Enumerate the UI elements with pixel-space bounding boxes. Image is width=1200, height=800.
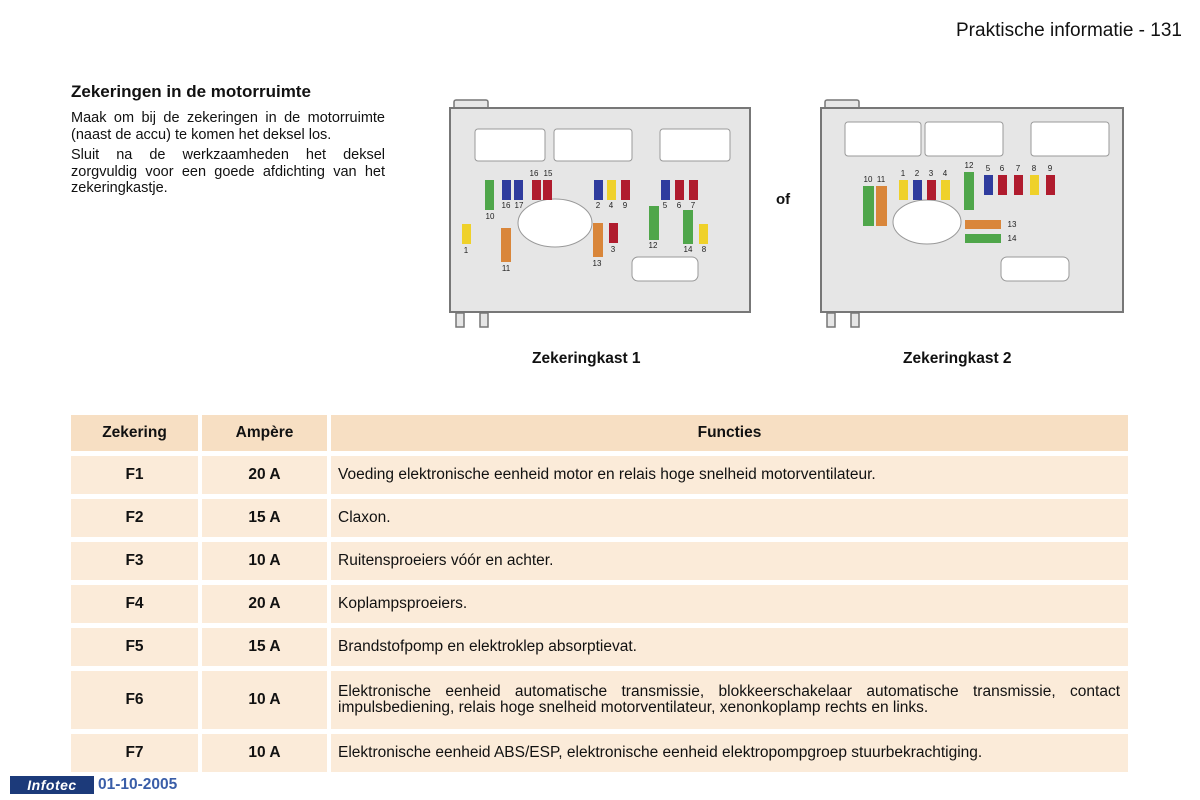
function-cell: Koplampsproeiers. xyxy=(331,585,1128,623)
fuse-1 xyxy=(899,180,908,200)
function-cell: Brandstofpomp en elektroklep absorptievat. xyxy=(331,628,1128,666)
fuse-cell: F3 xyxy=(71,542,198,580)
ampere-cell: 20 A xyxy=(202,456,327,494)
fuse-6 xyxy=(998,175,1007,195)
ampere-cell: 20 A xyxy=(202,585,327,623)
intro-paragraph: Maak om bij de zekeringen in de motorruimte (naast de accu) te komen het deksel los. xyxy=(71,110,385,143)
label-13: 13 xyxy=(1007,220,1017,229)
fuse-5 xyxy=(661,180,670,200)
fuse-11 xyxy=(876,186,887,226)
fuse-cell: F4 xyxy=(71,585,198,623)
label-15: 15 xyxy=(543,169,553,178)
label-16: 16 xyxy=(529,169,539,178)
label-8: 8 xyxy=(701,245,707,254)
relay-slot xyxy=(845,122,921,156)
function-cell: Elektronische eenheid ABS/ESP, elektronische eenheid elektropompgroep stuurbekrachtiging. xyxy=(331,734,1128,772)
foot xyxy=(456,313,464,327)
intro-paragraph: Sluit na de werkzaamheden het deksel zorgvuldig voor een goede afdichting van het zekeringkastje. xyxy=(71,147,385,196)
fuse-box-2-diagram xyxy=(815,98,1127,330)
label-2: 2 xyxy=(595,201,601,210)
label-10: 10 xyxy=(485,212,495,221)
fuse-table xyxy=(67,410,1132,777)
relay-slot xyxy=(1031,122,1109,156)
fuse-8 xyxy=(699,224,708,244)
fuse-15 xyxy=(532,180,541,200)
fuse-10 xyxy=(485,180,494,210)
ampere-cell: 10 A xyxy=(202,542,327,580)
fuse-7 xyxy=(689,180,698,200)
footer-date: 01-10-2005 xyxy=(98,776,178,793)
label-14: 14 xyxy=(683,245,693,254)
label-11: 11 xyxy=(501,264,511,273)
ampere-cell: 10 A xyxy=(202,671,327,729)
fuse-cell: F7 xyxy=(71,734,198,772)
fuse-11 xyxy=(501,228,511,262)
fuse-5 xyxy=(984,175,993,195)
foot xyxy=(851,313,859,327)
table-row xyxy=(71,671,1128,729)
label-12: 12 xyxy=(964,161,974,170)
or-label: of xyxy=(776,191,791,208)
label-6: 6 xyxy=(999,164,1005,173)
cable-hole xyxy=(518,199,592,247)
header-fuse: Zekering xyxy=(71,415,198,451)
relay-slot xyxy=(925,122,1003,156)
fuse-4 xyxy=(941,180,950,200)
ampere-cell: 15 A xyxy=(202,628,327,666)
fuse-7 xyxy=(1014,175,1023,195)
function-cell: Ruitensproeiers vóór en achter. xyxy=(331,542,1128,580)
label-9: 9 xyxy=(1047,164,1053,173)
label-5: 5 xyxy=(985,164,991,173)
label-2: 2 xyxy=(914,169,920,178)
label-12: 12 xyxy=(648,241,658,250)
caption-box-2: Zekeringkast 2 xyxy=(903,350,1012,367)
label-4: 4 xyxy=(942,169,948,178)
relay-slot xyxy=(1001,257,1069,281)
table-row xyxy=(71,628,1128,666)
label-7: 7 xyxy=(1015,164,1021,173)
fuse-12 xyxy=(964,172,974,210)
label-7: 7 xyxy=(690,201,696,210)
fuse-4 xyxy=(607,180,616,200)
fuse-12 xyxy=(649,206,659,240)
label-8: 8 xyxy=(1031,164,1037,173)
caption-box-1: Zekeringkast 1 xyxy=(532,350,641,367)
ampere-cell: 15 A xyxy=(202,499,327,537)
label-6: 6 xyxy=(676,201,682,210)
label-1: 1 xyxy=(463,246,469,255)
table-row xyxy=(71,734,1128,772)
table-row xyxy=(71,542,1128,580)
intro-text xyxy=(71,110,385,201)
label-5: 5 xyxy=(662,201,668,210)
fuse-box-1-diagram xyxy=(444,98,756,330)
function-cell: Claxon. xyxy=(331,499,1128,537)
page-header: Praktische informatie - 131 xyxy=(956,20,1182,41)
fuse-9 xyxy=(621,180,630,200)
relay-slot xyxy=(475,129,545,161)
fuse-cell: F5 xyxy=(71,628,198,666)
fuse-3 xyxy=(927,180,936,200)
label-9: 9 xyxy=(622,201,628,210)
label-16b: 16 xyxy=(501,201,511,210)
fuse-17 xyxy=(514,180,523,200)
function-cell: Voeding elektronische eenheid motor en relais hoge snelheid motorventilateur. xyxy=(331,456,1128,494)
fuse-2 xyxy=(594,180,603,200)
fuse-cell: F6 xyxy=(71,671,198,729)
cable-hole xyxy=(893,200,961,244)
relay-slot xyxy=(554,129,632,161)
label-17: 17 xyxy=(514,201,524,210)
fuse-2 xyxy=(913,180,922,200)
label-4: 4 xyxy=(608,201,614,210)
fuse-8 xyxy=(1030,175,1039,195)
header-ampere: Ampère xyxy=(202,415,327,451)
fuse-1 xyxy=(462,224,471,244)
section-title: Zekeringen in de motorruimte xyxy=(71,82,311,101)
fuse-cell: F2 xyxy=(71,499,198,537)
foot xyxy=(827,313,835,327)
label-14: 14 xyxy=(1007,234,1017,243)
label-11: 11 xyxy=(876,175,886,184)
table-header-row xyxy=(71,415,1128,451)
label-13: 13 xyxy=(592,259,602,268)
fuse-16 xyxy=(502,180,511,200)
label-3: 3 xyxy=(928,169,934,178)
foot xyxy=(480,313,488,327)
label-1: 1 xyxy=(900,169,906,178)
fuse-14 xyxy=(965,234,1001,243)
fuse-13 xyxy=(965,220,1001,229)
fuse-15b xyxy=(543,180,552,200)
relay-slot xyxy=(660,129,730,161)
fuse-13 xyxy=(593,223,603,257)
function-cell: Elektronische eenheid automatische transmissie, blokkeerschakelaar automatische transmissie, contact impulsbediening, relais hoge snelheid motorventilateur, xenonkoplamp rechts en links. xyxy=(331,671,1128,729)
label-10: 10 xyxy=(863,175,873,184)
ampere-cell: 10 A xyxy=(202,734,327,772)
fuse-cell: F1 xyxy=(71,456,198,494)
table-row xyxy=(71,585,1128,623)
fuse-14 xyxy=(683,210,693,244)
header-functions: Functies xyxy=(331,415,1128,451)
infotec-logo: Infotec xyxy=(10,776,94,794)
fuse-6 xyxy=(675,180,684,200)
table-row xyxy=(71,499,1128,537)
table-row xyxy=(71,456,1128,494)
fuse-9 xyxy=(1046,175,1055,195)
fuse-10 xyxy=(863,186,874,226)
label-3: 3 xyxy=(610,245,616,254)
fuse-3 xyxy=(609,223,618,243)
relay-slot xyxy=(632,257,698,281)
